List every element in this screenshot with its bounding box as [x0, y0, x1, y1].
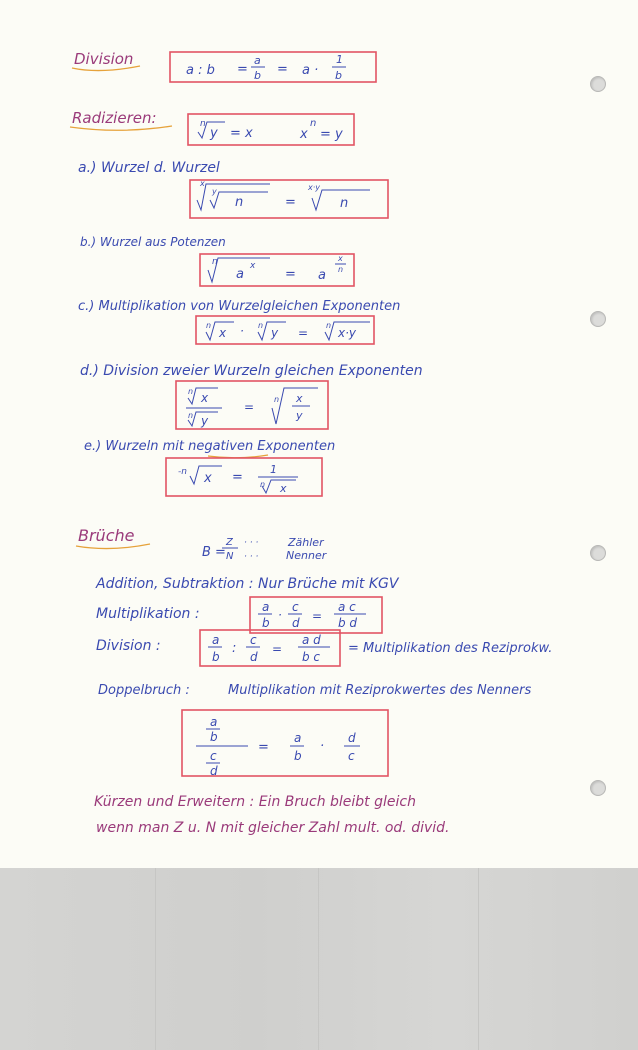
svg-text:n: n — [188, 411, 194, 420]
svg-text:x: x — [338, 254, 343, 263]
svg-text:a: a — [294, 731, 302, 745]
heading-radizieren: Radizieren: — [72, 109, 157, 127]
svg-text:Nenner: Nenner — [286, 549, 327, 562]
brueche-definition — [202, 536, 328, 562]
svg-text:b: b — [212, 650, 220, 664]
svg-text:n: n — [200, 119, 206, 129]
svg-text:x: x — [296, 392, 303, 405]
svg-text:=: = — [298, 326, 309, 340]
svg-text:c: c — [210, 749, 217, 763]
svg-text:x: x — [280, 482, 287, 495]
svg-text:d: d — [348, 731, 356, 745]
scan-background — [0, 868, 638, 1050]
svg-text:a: a — [212, 633, 220, 647]
radizieren-formula — [198, 118, 343, 142]
svg-text:b: b — [262, 616, 270, 630]
svg-text:=: = — [232, 470, 243, 485]
svg-text:a c: a c — [338, 600, 356, 614]
svg-text:b: b — [254, 69, 261, 82]
svg-text:d: d — [210, 764, 218, 778]
svg-text:= y: = y — [320, 127, 343, 142]
svg-text:x: x — [201, 391, 209, 405]
svg-text:=: = — [258, 740, 269, 755]
svg-text:=: = — [237, 62, 248, 77]
svg-text:Zähler: Zähler — [288, 536, 324, 549]
doppelbruch-formula — [196, 715, 360, 778]
svg-text:n: n — [340, 196, 349, 211]
item-a-title: a.) Wurzel d. Wurzel — [78, 160, 220, 176]
svg-text:c: c — [292, 600, 299, 614]
svg-text:=: = — [277, 62, 288, 77]
doppelbruch-label: Doppelbruch : — [98, 683, 190, 698]
item-c-formula — [206, 321, 370, 340]
svg-text:· · ·: · · · — [244, 538, 259, 548]
svg-text:n: n — [338, 265, 344, 274]
svg-text:y: y — [271, 326, 279, 340]
svg-text:x·y: x·y — [308, 183, 321, 192]
multiplikation-label: Multiplikation : — [96, 606, 200, 622]
svg-text:y: y — [201, 414, 209, 428]
svg-text:b: b — [210, 730, 218, 744]
svg-text:1: 1 — [270, 463, 277, 476]
svg-text::: : — [232, 641, 237, 656]
svg-text:· · ·: · · · — [244, 552, 259, 562]
item-a-formula — [197, 179, 370, 211]
svg-text:n: n — [188, 387, 194, 396]
svg-text:x·y: x·y — [338, 326, 357, 340]
svg-text:·: · — [320, 739, 325, 754]
svg-text:y: y — [210, 126, 218, 141]
division-formula — [186, 53, 346, 82]
svg-text:x: x — [204, 471, 212, 486]
svg-text:a: a — [236, 267, 244, 282]
svg-text:Z: Z — [226, 537, 233, 548]
item-c-title: c.) Multiplikation von Wurzelgleichen Exponenten — [78, 299, 401, 314]
svg-text:c: c — [250, 633, 257, 647]
svg-text:=: = — [272, 642, 283, 656]
item-b-box — [200, 254, 354, 286]
svg-text:x: x — [300, 127, 308, 142]
heading-brueche: Brüche — [78, 526, 135, 545]
svg-text:n: n — [310, 118, 317, 129]
svg-text:b: b — [294, 749, 302, 763]
item-e-title: e.) Wurzeln mit negativen Exponenten — [84, 439, 336, 454]
svg-text:a d: a d — [302, 633, 321, 647]
kuerzen-line-1: Kürzen und Erweitern : Ein Bruch bleibt gleich — [94, 794, 416, 810]
svg-text:b: b — [335, 69, 342, 82]
svg-text:a ·: a · — [302, 63, 319, 78]
item-d-title: d.) Division zweier Wurzeln gleichen Exponenten — [80, 363, 423, 379]
multiplikation-formula — [258, 600, 366, 630]
svg-text:b c: b c — [302, 650, 321, 664]
svg-text:c: c — [348, 749, 355, 763]
svg-text:= x: = x — [230, 126, 253, 141]
svg-text:=: = — [285, 195, 296, 210]
doppelbruch-text: Multiplikation mit Reziprokwertes des Nenners — [228, 683, 532, 698]
svg-text:n: n — [206, 321, 212, 330]
svg-text:=: = — [244, 400, 255, 414]
item-d-formula — [186, 387, 318, 428]
svg-text:B =: B = — [202, 545, 226, 560]
item-e-formula — [178, 463, 298, 495]
division-note: = Multiplikation des Reziprokw. — [348, 641, 553, 656]
svg-text:·: · — [278, 608, 282, 622]
svg-text:=: = — [312, 609, 323, 623]
division-label: Division : — [96, 638, 161, 654]
svg-text:-n: -n — [178, 467, 187, 477]
item-e-box — [166, 458, 322, 496]
kuerzen-line-2: wenn man Z u. N mit gleicher Zahl mult. od. divid. — [96, 820, 450, 836]
svg-text:1: 1 — [336, 53, 343, 66]
svg-text:n: n — [260, 480, 266, 489]
svg-text:·: · — [240, 324, 244, 338]
svg-text:n: n — [235, 195, 244, 210]
svg-text:y: y — [296, 409, 303, 422]
svg-text:n: n — [274, 395, 280, 404]
svg-text:a : b: a : b — [186, 63, 215, 78]
svg-text:y: y — [212, 187, 217, 196]
item-b-formula — [208, 254, 346, 283]
svg-text:x: x — [219, 326, 227, 340]
svg-text:a: a — [318, 268, 326, 283]
heading-division: Division — [74, 50, 134, 68]
addition-rule: Addition, Subtraktion : Nur Brüche mit KGV — [96, 576, 399, 592]
svg-text:a: a — [262, 600, 270, 614]
svg-text:n: n — [326, 321, 332, 330]
svg-text:a: a — [210, 715, 218, 729]
svg-text:n: n — [258, 321, 264, 330]
svg-text:b d: b d — [338, 616, 358, 630]
svg-text:d: d — [292, 616, 300, 630]
svg-text:a: a — [254, 54, 261, 67]
item-b-title: b.) Wurzel aus Potenzen — [80, 235, 226, 249]
svg-text:d: d — [250, 650, 258, 664]
svg-text:=: = — [285, 267, 296, 282]
bruch-division-formula — [208, 633, 330, 664]
svg-text:x: x — [250, 261, 256, 271]
svg-text:x: x — [200, 179, 205, 188]
svg-text:N: N — [226, 551, 234, 562]
svg-text:n: n — [212, 257, 218, 267]
